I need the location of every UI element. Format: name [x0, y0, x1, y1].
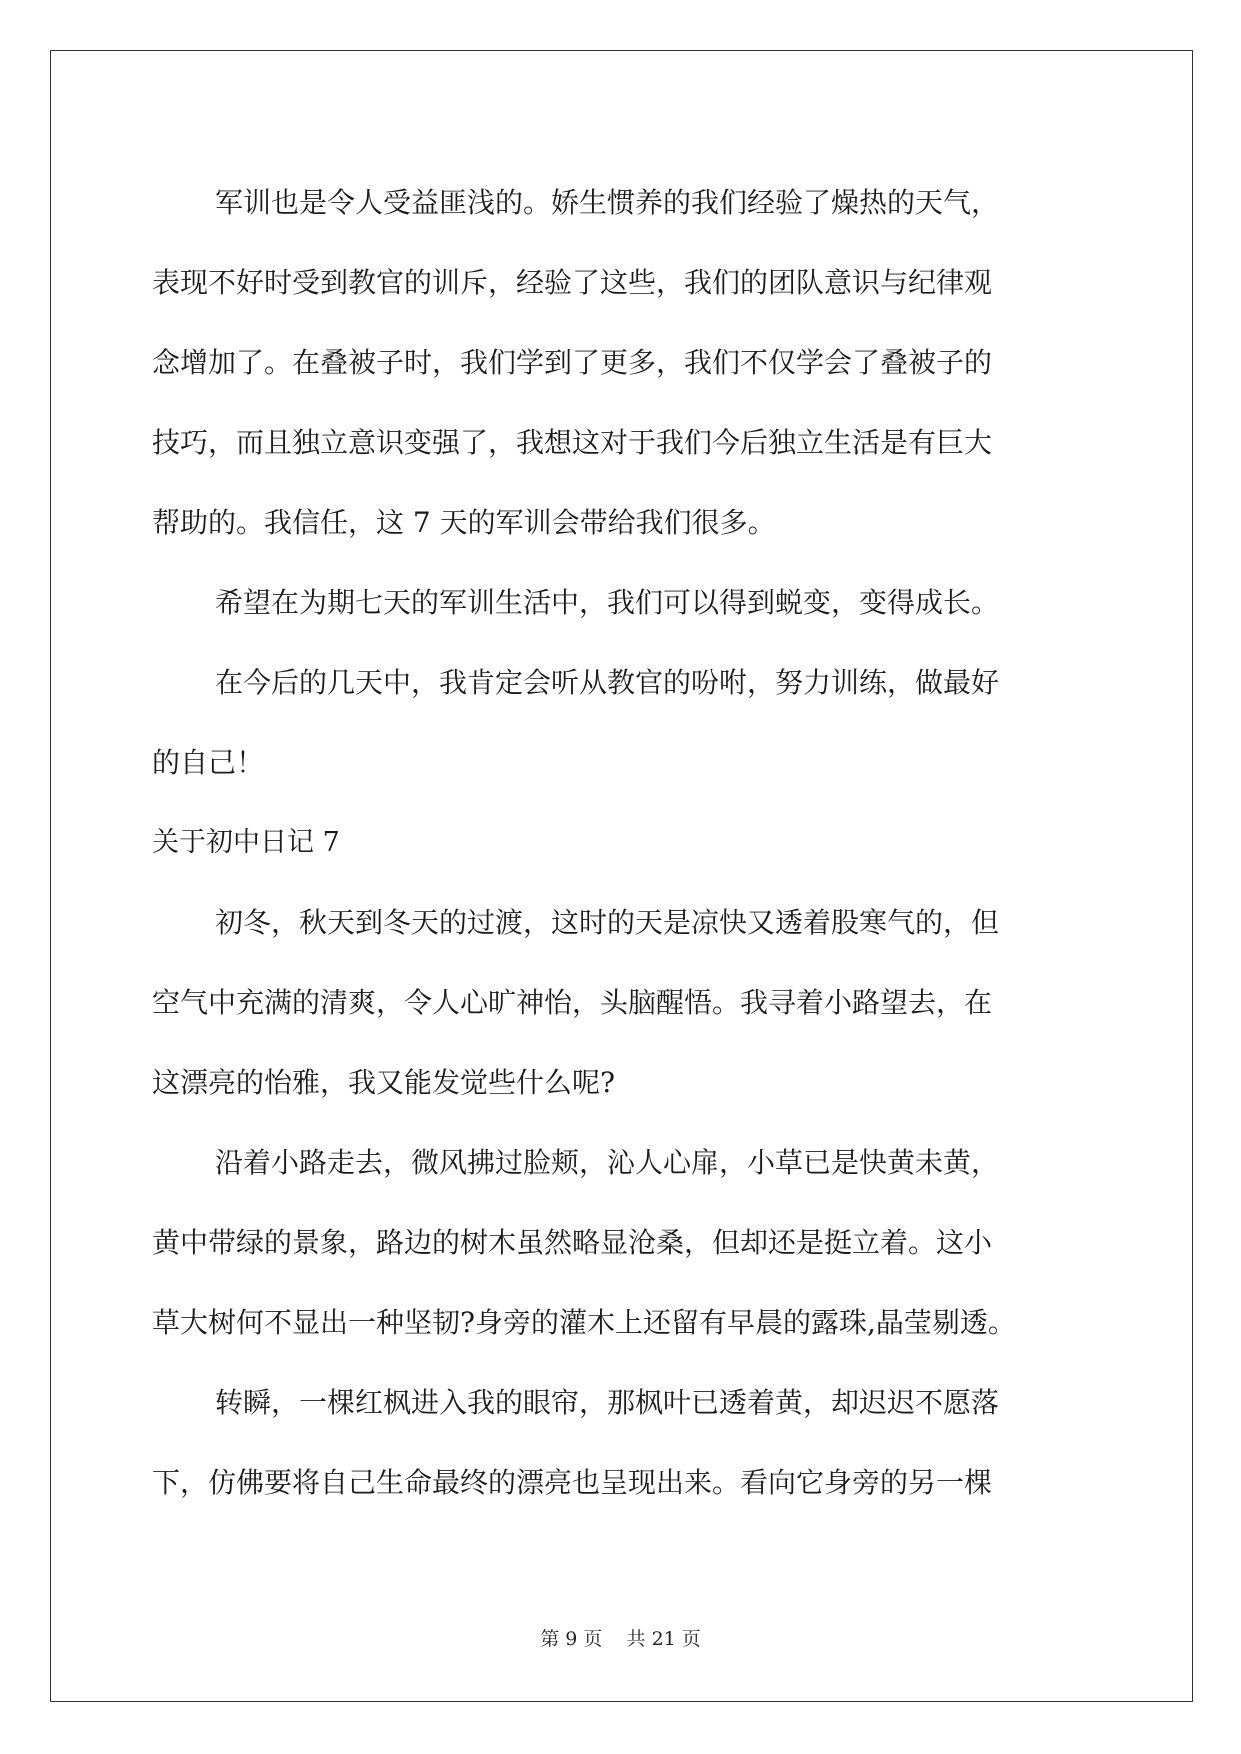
paragraph-line: 这漂亮的怡雅，我又能发觉些什么呢? [152, 1066, 616, 1099]
paragraph-line: 念增加了。在叠被子时，我们学到了更多，我们不仅学会了叠被子的 [152, 346, 993, 379]
paragraph-line: 下，仿佛要将自己生命最终的漂亮也呈现出来。看向它身旁的另一棵 [152, 1466, 993, 1499]
section-heading: 关于初中日记 7 [152, 827, 340, 858]
paragraph-line: 草大树何不显出一种坚韧?身旁的灌木上还留有早晨的露珠,晶莹剔透。 [152, 1306, 1016, 1339]
paragraph-line: 初冬，秋天到冬天的过渡，这时的天是凉快又透着股寒气的，但 [215, 906, 1000, 939]
paragraph-line: 希望在为期七天的军训生活中，我们可以得到蜕变，变得成长。 [215, 586, 1000, 619]
paragraph-line: 在今后的几天中，我肯定会听从教官的吩咐，努力训练，做最好 [215, 666, 1000, 699]
paragraph-line: 黄中带绿的景象，路边的树木虽然略显沧桑，但却还是挺立着。这小 [152, 1226, 993, 1259]
paragraph-line: 沿着小路走去，微风拂过脸颊，沁人心扉，小草已是快黄未黄， [215, 1146, 1000, 1179]
paragraph-line: 的自己！ [152, 746, 265, 779]
document-body [152, 163, 1092, 1523]
paragraph-line: 帮助的。我信任，这 7 天的军训会带给我们很多。 [152, 506, 776, 539]
paragraph-line: 军训也是令人受益匪浅的。娇生惯养的我们经验了燥热的天气， [215, 186, 1000, 219]
paragraph-line: 空气中充满的清爽，令人心旷神怡，头脑醒悟。我寻着小路望去，在 [152, 986, 993, 1019]
paragraph-line: 技巧，而且独立意识变强了，我想这对于我们今后独立生活是有巨大 [152, 426, 993, 459]
paragraph-line: 表现不好时受到教官的训斥，经验了这些，我们的团队意识与纪律观 [152, 266, 993, 299]
paragraph-line: 转瞬，一棵红枫进入我的眼帘，那枫叶已透着黄，却迟迟不愿落 [215, 1386, 1000, 1419]
page-number-footer: 第 9 页 共 21 页 [540, 1628, 701, 1650]
